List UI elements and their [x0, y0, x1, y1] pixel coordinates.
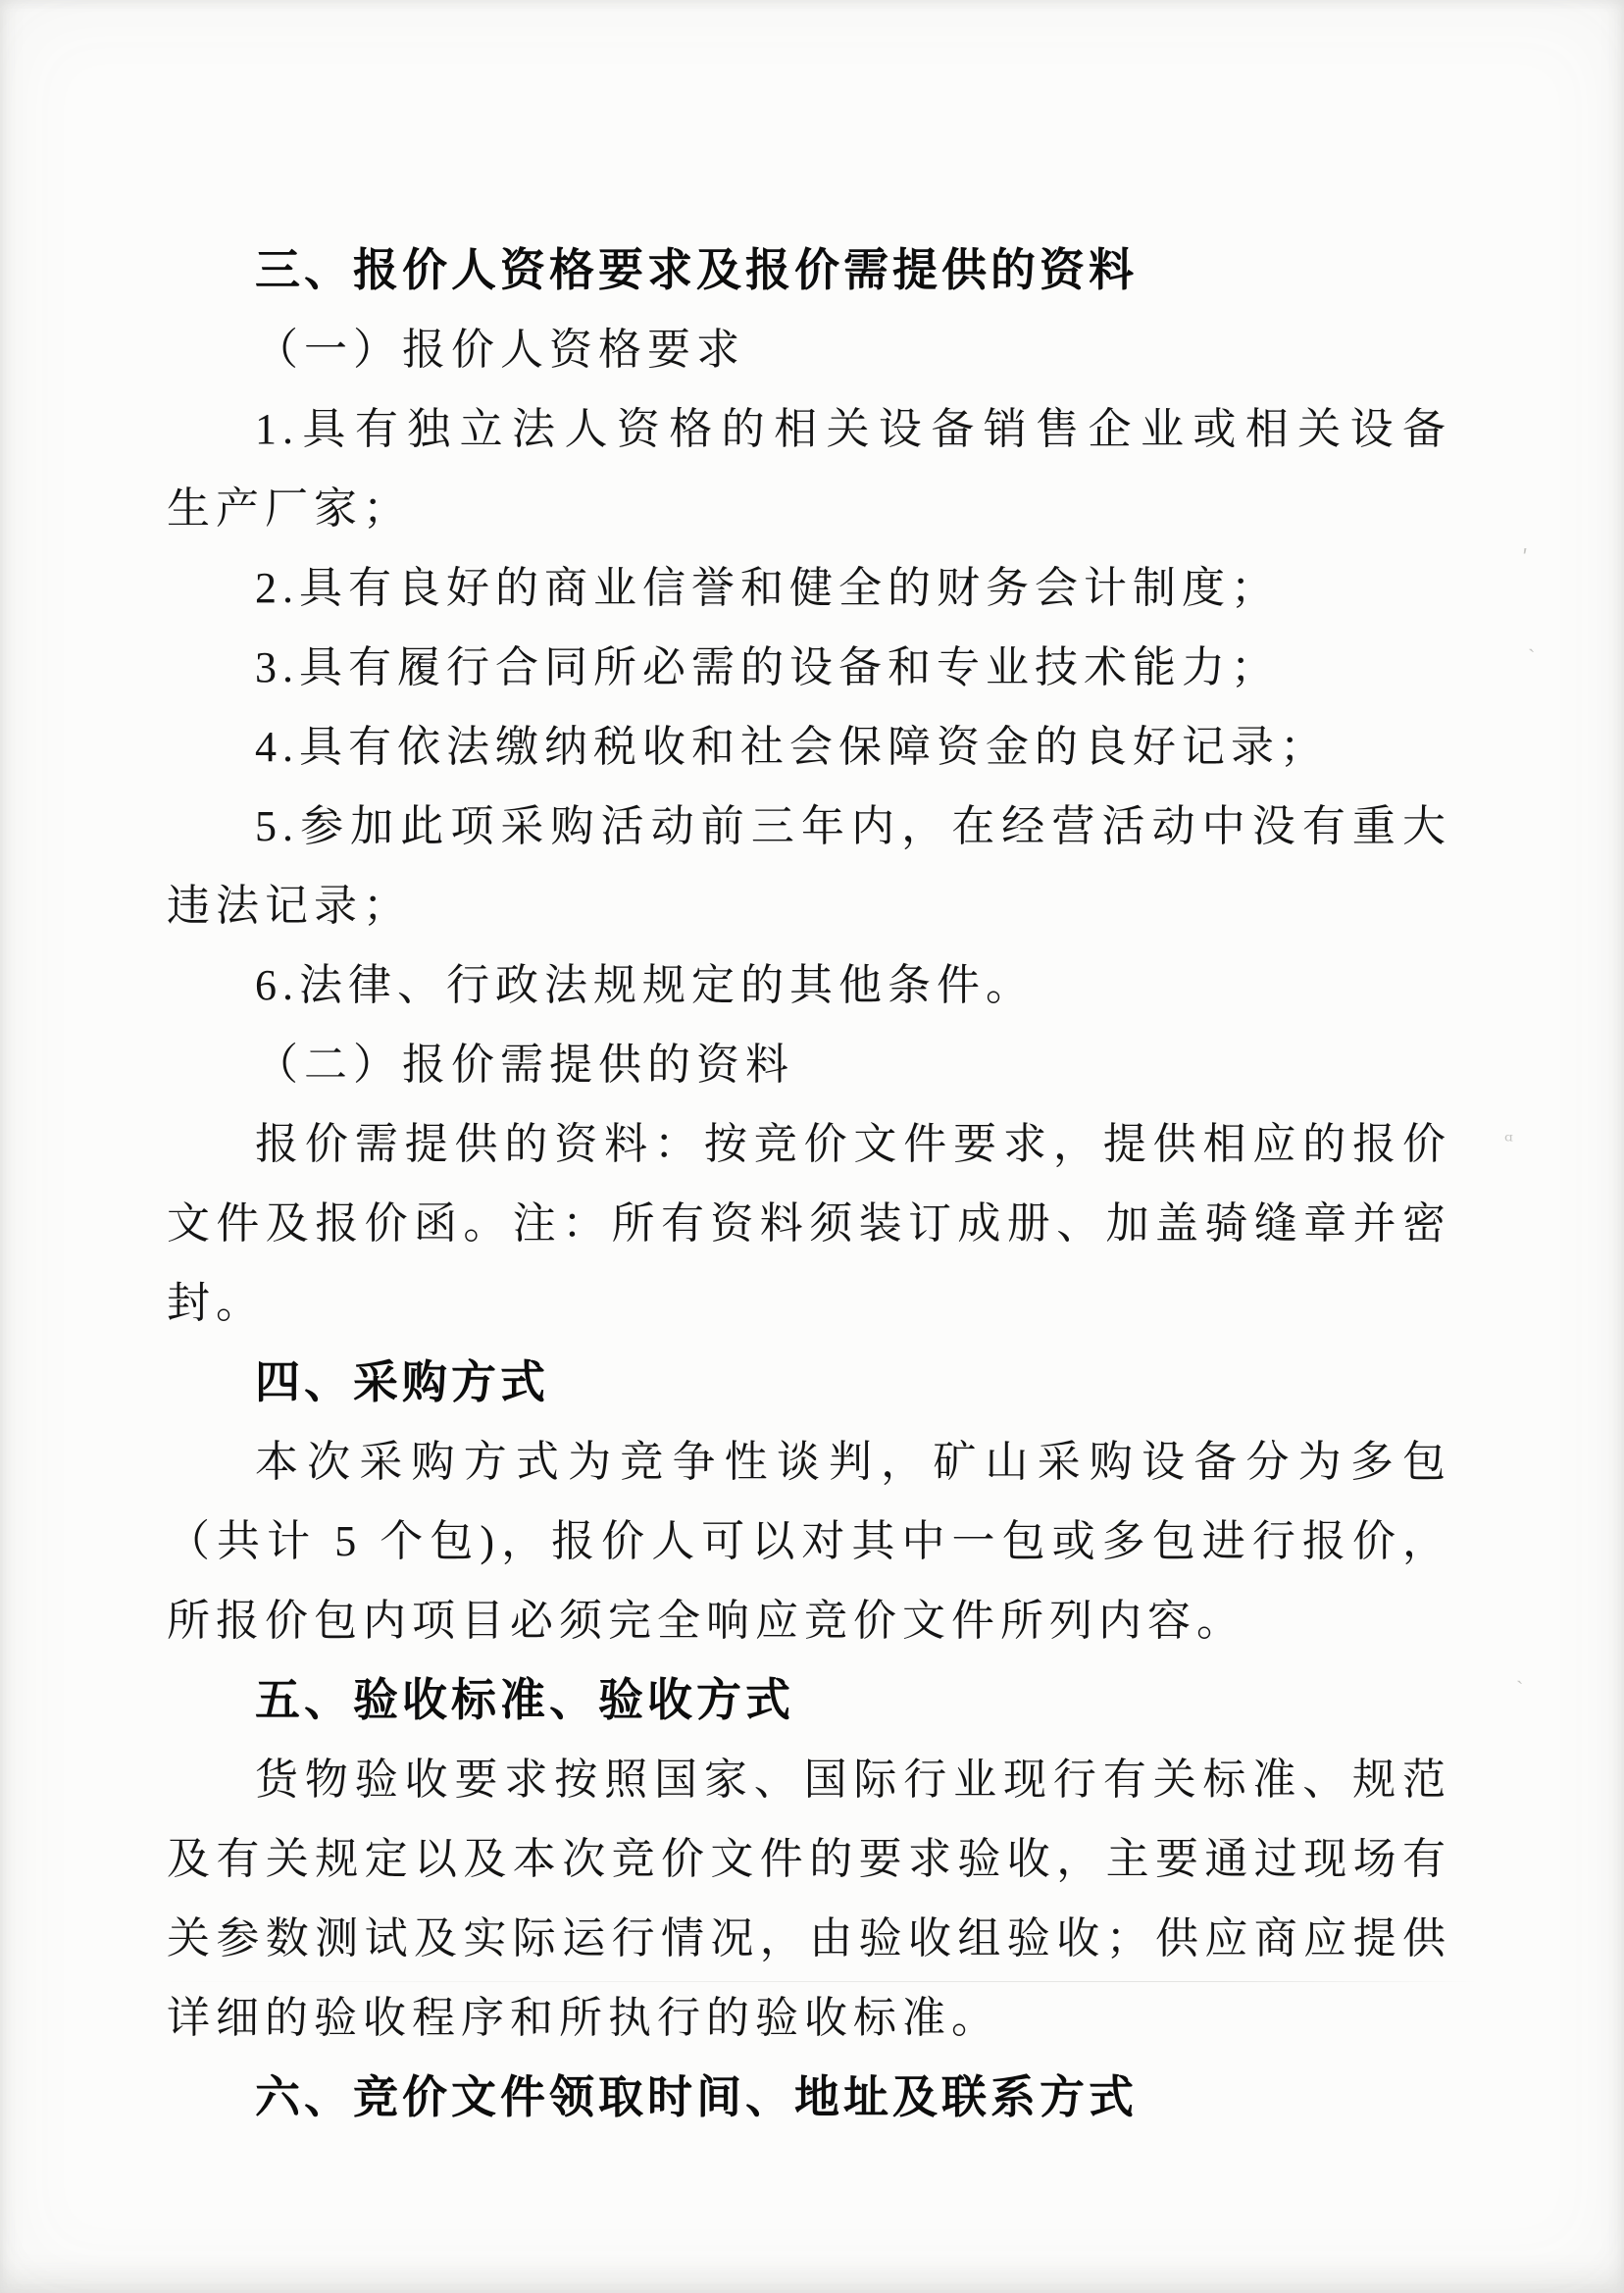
document-body — [167, 230, 1451, 2137]
section-heading-qualifications: 三、报价人资格要求及报价需提供的资料 — [255, 244, 1138, 295]
requirement-item-5-line-1: 5.参加此项采购活动前三年内，在经营活动中没有重大 — [255, 802, 1451, 850]
requirement-item-3: 3.具有履行合同所必需的设备和专业技术能力； — [255, 643, 1280, 691]
para-acceptance-line-2: 及有关规定以及本次竞价文件的要求验收，主要通过现场有 — [167, 1835, 1451, 1883]
para-acceptance-line-4: 详细的验收程序和所执行的验收标准。 — [167, 1994, 1000, 2042]
requirement-item-1-line-1: 1.具有独立法人资格的相关设备销售企业或相关设备 — [255, 405, 1451, 453]
requirement-item-5-line-2: 违法记录； — [167, 882, 412, 930]
scan-artifact: ʹ — [1522, 547, 1529, 572]
requirement-item-4: 4.具有依法缴纳税收和社会保障资金的良好记录； — [255, 723, 1329, 771]
scan-artifact: ᵅ — [1504, 1130, 1513, 1154]
para-procurement-method-line-2: （共计 5 个包)，报价人可以对其中一包或多包进行报价， — [167, 1517, 1451, 1565]
para-procurement-method-line-1: 本次采购方式为竞争性谈判，矿山采购设备分为多包 — [255, 1438, 1451, 1486]
para-required-documents-line-2: 文件及报价函。注：所有资料须装订成册、加盖骑缝章并密 — [167, 1199, 1451, 1248]
requirement-item-2: 2.具有良好的商业信誉和健全的财务会计制度； — [255, 564, 1280, 612]
section-heading-document-collection: 六、竞价文件领取时间、地址及联系方式 — [255, 2071, 1138, 2122]
subheading-required-documents: （二）报价需提供的资料 — [255, 1041, 794, 1089]
scan-artifact: ˏ — [1528, 629, 1536, 653]
section-heading-procurement-method: 四、采购方式 — [255, 1356, 549, 1407]
subheading-qualification-requirements: （一）报价人资格要求 — [255, 326, 745, 374]
requirement-item-6: 6.法律、行政法规规定的其他条件。 — [255, 961, 1035, 1009]
para-acceptance-line-1: 货物验收要求按照国家、国际行业现行有关标准、规范 — [255, 1756, 1451, 1804]
para-procurement-method-line-3: 所报价包内项目必须完全响应竞价文件所列内容。 — [167, 1597, 1245, 1645]
scan-artifact: ˎ — [1516, 1660, 1524, 1685]
para-acceptance-line-3: 关参数测试及实际运行情况，由验收组验收；供应商应提供 — [167, 1914, 1451, 1962]
requirement-item-1-line-2: 生产厂家； — [167, 484, 412, 533]
para-required-documents-line-3: 封。 — [167, 1279, 265, 1327]
section-heading-acceptance: 五、验收标准、验收方式 — [255, 1674, 794, 1725]
para-required-documents-line-1: 报价需提供的资料：按竞价文件要求，提供相应的报价 — [255, 1120, 1451, 1168]
